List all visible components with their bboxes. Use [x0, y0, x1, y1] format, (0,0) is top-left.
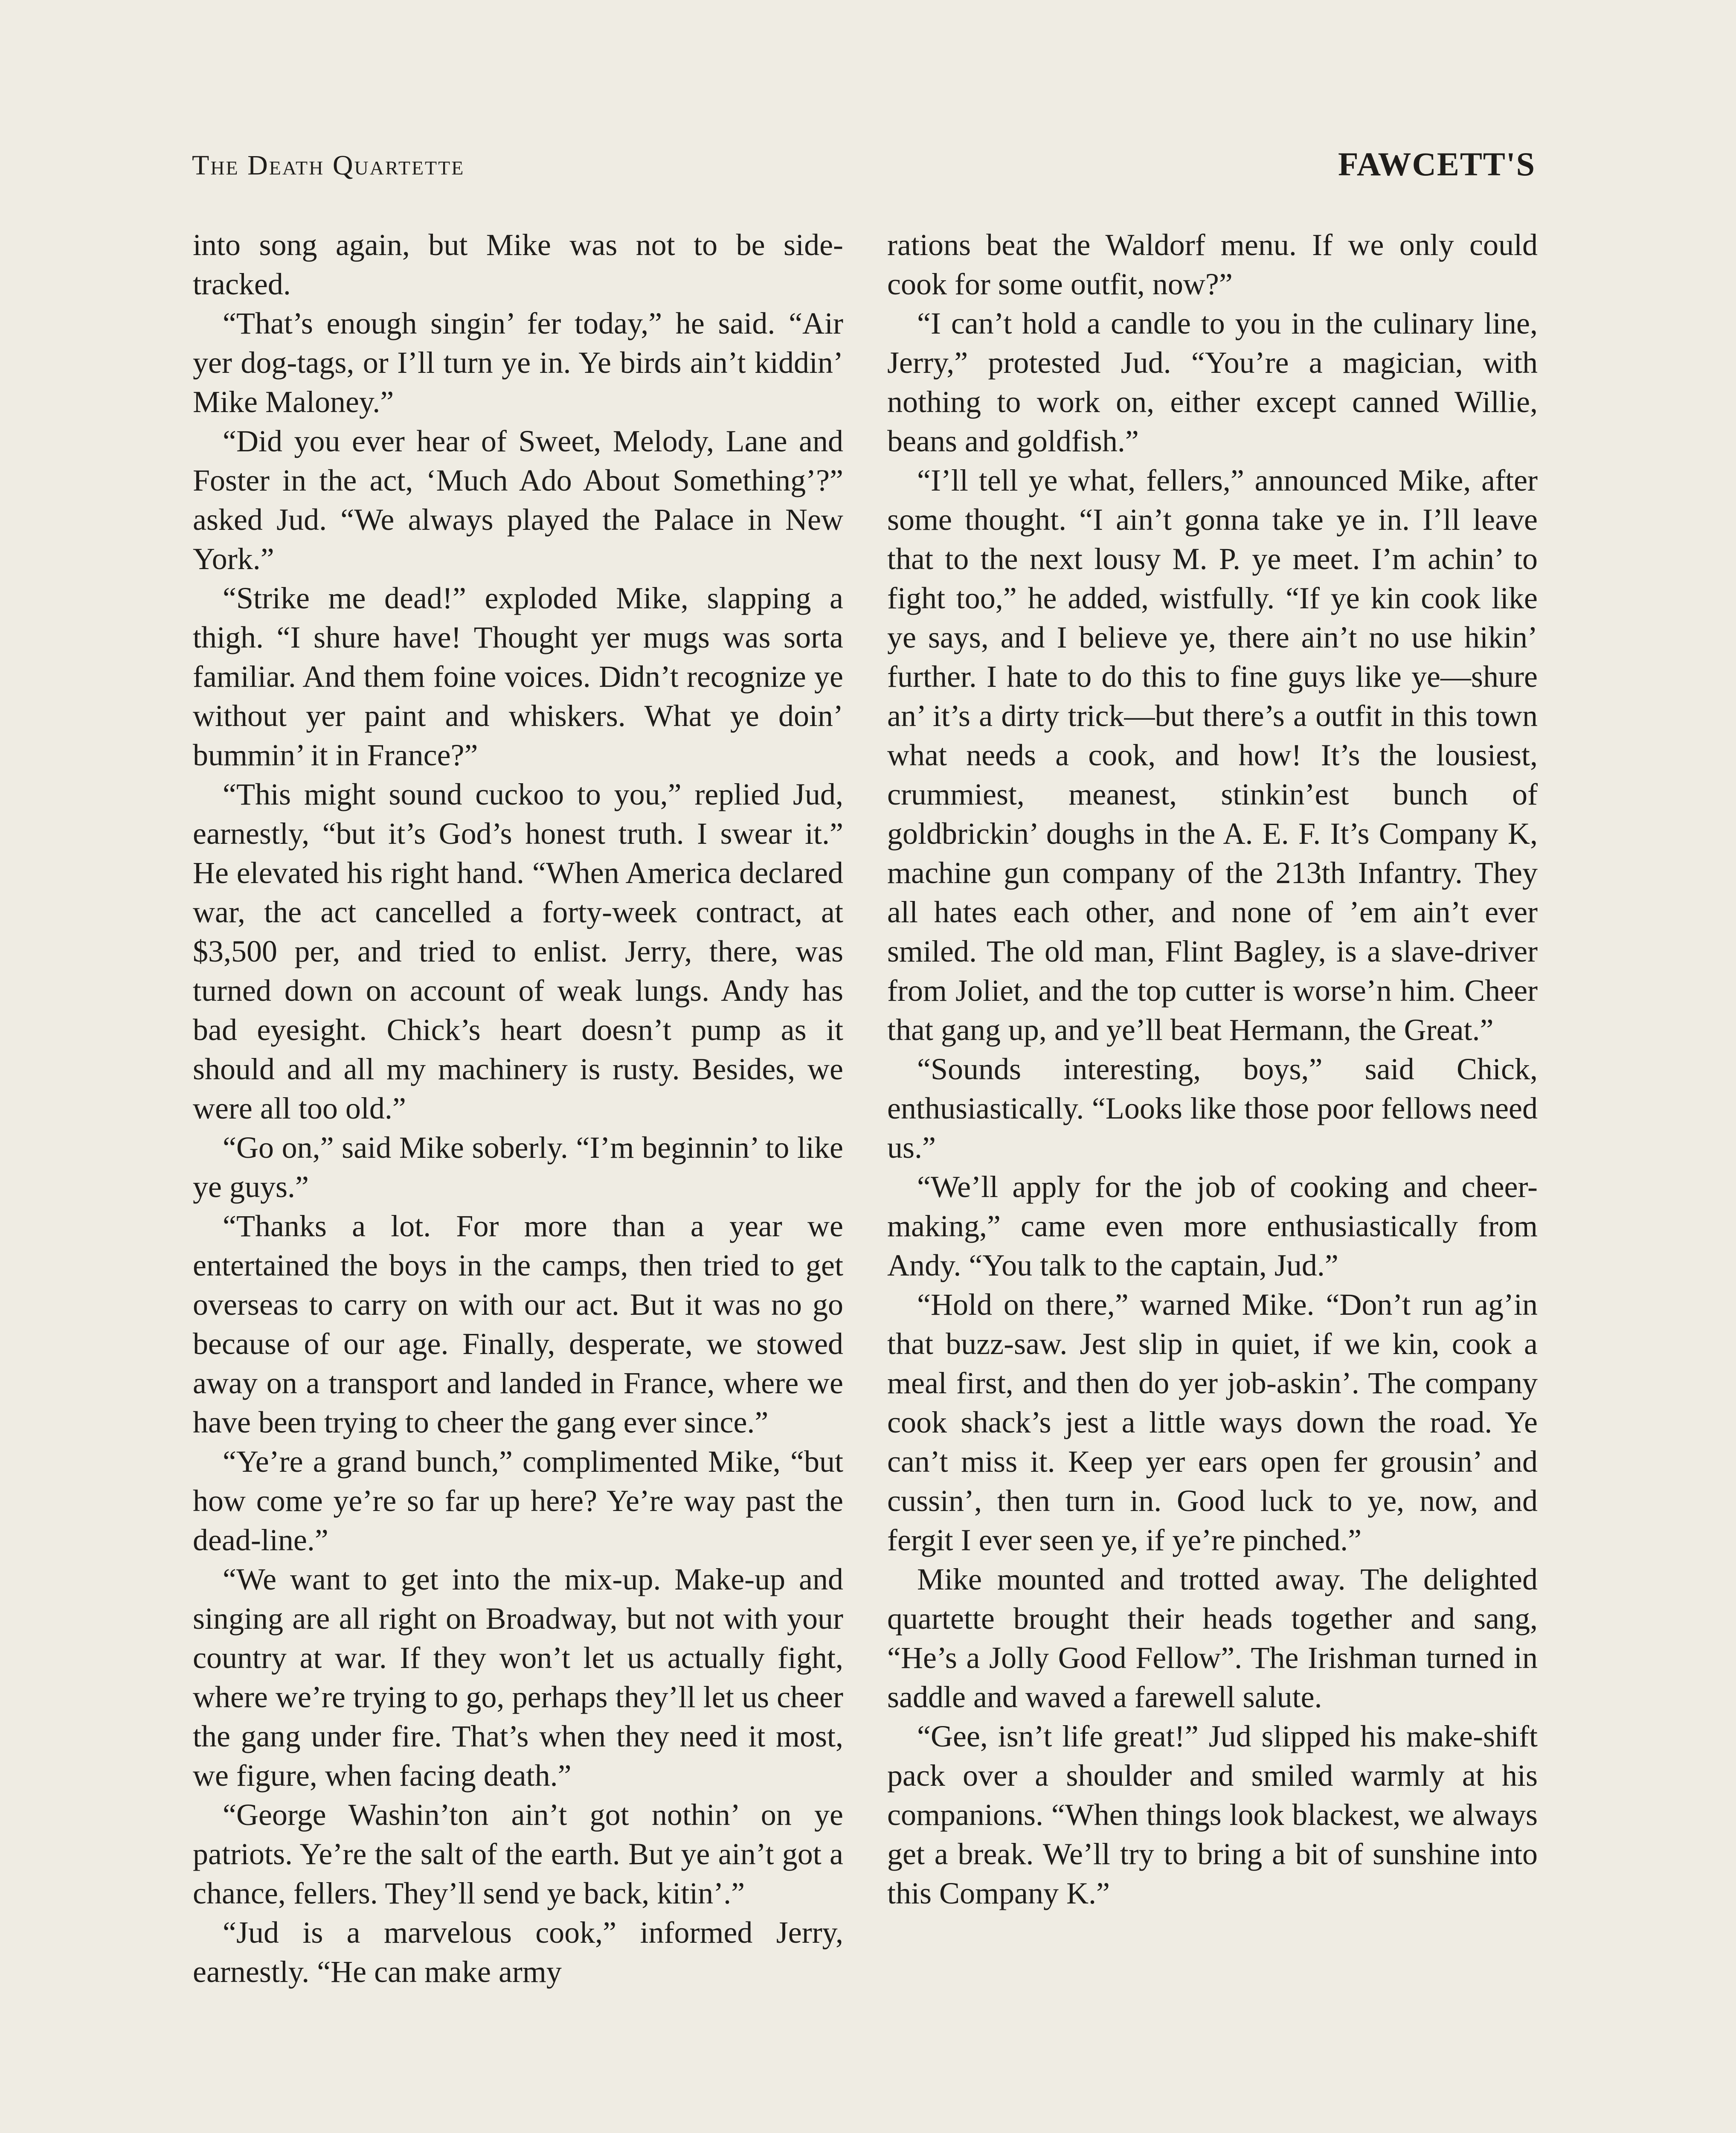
paragraph: “Thanks a lot. For more than a year we entertained the boys in the camps, then tried to get overseas to carry on with our act. But it was no go because of our age. Finally, desperate, we stowed away on a transport and landed in France, where we have been trying to cheer the gang ever since.” [193, 1209, 843, 1439]
paragraph: “Sounds interesting, boys,” said Chick, enthusiastically. “Looks like those poor fellows need us.” [887, 1052, 1538, 1165]
paragraph: “Did you ever hear of Sweet, Melody, Lane and Foster in the act, ‘Much Ado About Something’?” asked Jud. “We always played the Palace in New York.” [193, 424, 843, 576]
right-text-column [887, 225, 1538, 1913]
paragraph: rations beat the Waldorf menu. If we only could cook for some outfit, now?” [887, 228, 1538, 301]
paragraph: “I can’t hold a candle to you in the culinary line, Jerry,” protested Jud. “You’re a magician, with nothing to work on, either except canned Willie, beans and goldfish.” [887, 306, 1538, 458]
paragraph: “We’ll apply for the job of cooking and cheer-making,” came even more enthusiastically from Andy. “You talk to the captain, Jud.” [887, 1170, 1538, 1282]
paragraph: “Ye’re a grand bunch,” complimented Mike, “but how come ye’re so far up here? Ye’re way past the dead-line.” [193, 1444, 843, 1557]
paragraph: into song again, but Mike was not to be side-tracked. [193, 228, 843, 301]
paragraph: “Jud is a marvelous cook,” informed Jerry, earnestly. “He can make army [193, 1915, 843, 1989]
paragraph: “That’s enough singin’ fer today,” he said. “Air yer dog-tags, or I’ll turn ye in. Ye birds ain’t kiddin’ Mike Maloney.” [193, 306, 843, 419]
magazine-name: FAWCETT'S [1338, 145, 1536, 183]
paragraph: “Gee, isn’t life great!” Jud slipped his make-shift pack over a shoulder and smiled warmly at his companions. “When things look blackest, we always get a break. We’ll try to bring a bit of sunshine into this Company K.” [887, 1719, 1538, 1910]
running-head-title: The Death Quartette [192, 150, 465, 181]
paragraph: “Hold on there,” warned Mike. “Don’t run ag’in that buzz-saw. Jest slip in quiet, if we kin, cook a meal first, and then do yer job-askin’. The company cook shack’s jest a little ways down the road. Ye can’t miss it. Keep yer ears open fer grousin’ and cussin’, then turn in. Good luck to ye, now, and fergit I ever seen ye, if ye’re pinched.” [887, 1287, 1538, 1557]
paragraph: “Strike me dead!” exploded Mike, slapping a thigh. “I shure have! Thought yer mugs was sorta familiar. And them foine voices. Didn’t recognize ye without yer paint and whiskers. What ye doin’ bummin’ it in France?” [193, 581, 843, 772]
paragraph: “This might sound cuckoo to you,” replied Jud, earnestly, “but it’s God’s honest truth. I swear it.” He elevated his right hand. “When America declared war, the act cancelled a forty-week contract, at $3,500 per, and tried to enlist. Jerry, there, was turned down on account of weak lungs. Andy has bad eyesight. Chick’s heart doesn’t pump as it should and all my machinery is rusty. Besides, we were all too old.” [193, 777, 843, 1125]
left-text-column [193, 225, 843, 1991]
paragraph: Mike mounted and trotted away. The delighted quartette brought their heads together and sang, “He’s a Jolly Good Fellow”. The Irishman turned in saddle and waved a farewell salute. [887, 1562, 1538, 1714]
paragraph: “We want to get into the mix-up. Make-up and singing are all right on Broadway, but not with your country at war. If they won’t let us actually fight, where we’re trying to go, perhaps they’ll let us cheer the gang under fire. That’s when they need it most, we figure, when facing death.” [193, 1562, 843, 1793]
paragraph: “George Washin’ton ain’t got nothin’ on ye patriots. Ye’re the salt of the earth. But ye ain’t got a chance, fellers. They’ll send ye back, kitin’.” [193, 1798, 843, 1910]
paragraph: “I’ll tell ye what, fellers,” announced Mike, after some thought. “I ain’t gonna take ye in. I’ll leave that to the next lousy M. P. ye meet. I’m achin’ to fight too,” he added, wistfully. “If ye kin cook like ye says, and I believe ye, there ain’t no use hikin’ further. I hate to do this to fine guys like ye—shure an’ it’s a dirty trick—but there’s a outfit in this town what needs a cook, and how! It’s the lousiest, crummiest, meanest, stinkin’est bunch of goldbrickin’ doughs in the A. E. F. It’s Company K, machine gun company of the 213th Infantry. They all hates each other, and none of ’em ain’t ever smiled. The old man, Flint Bagley, is a slave-driver from Joliet, and the top cutter is worse’n him. Cheer that gang up, and ye’ll beat Hermann, the Great.” [887, 463, 1538, 1047]
paragraph: “Go on,” said Mike soberly. “I’m beginnin’ to like ye guys.” [193, 1130, 843, 1204]
